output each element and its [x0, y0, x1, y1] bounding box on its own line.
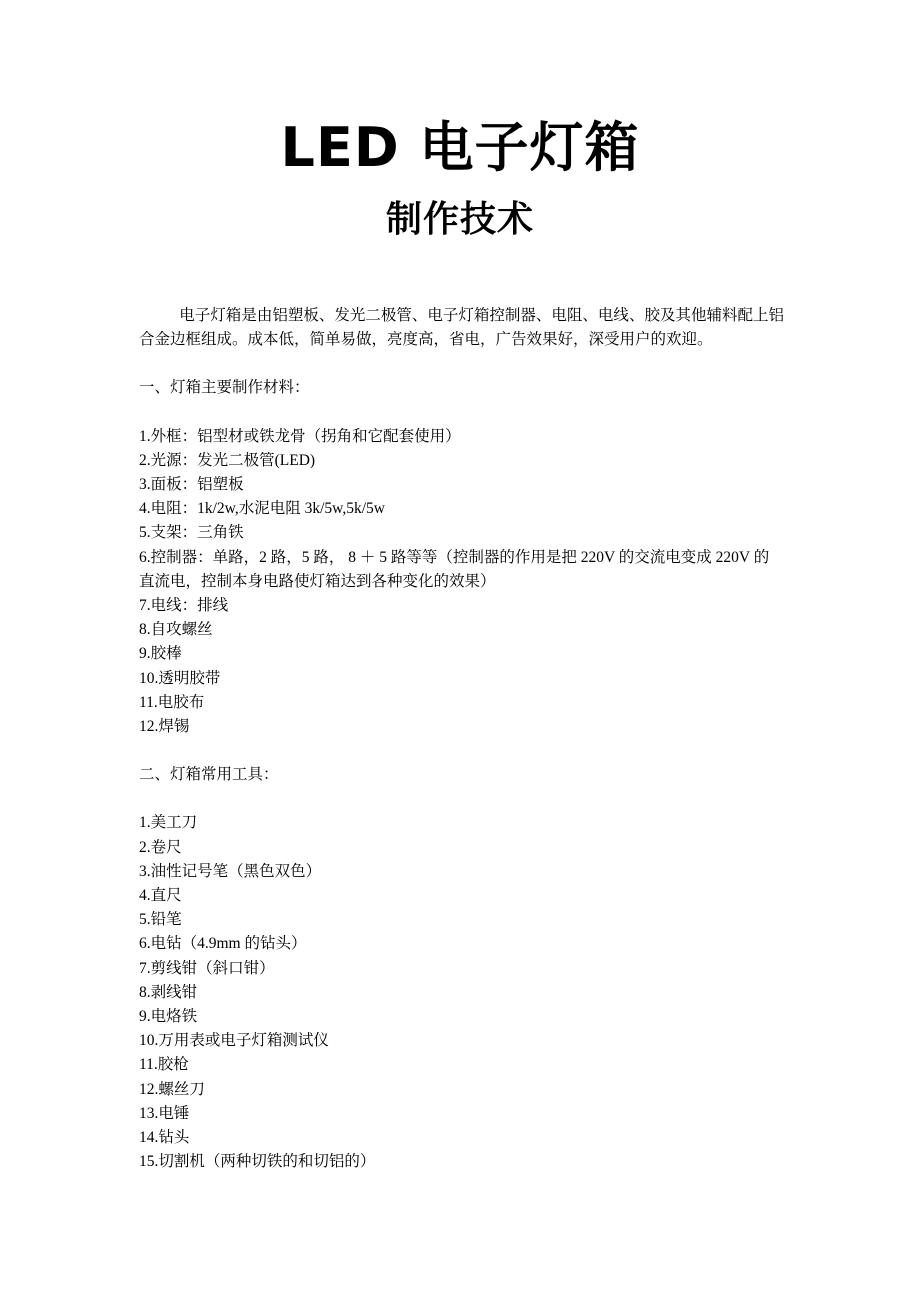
list-item: 5.铅笔	[139, 911, 182, 929]
materials-list	[139, 425, 784, 740]
list-item: 7.剪线钳（斜口钳）	[139, 959, 275, 977]
list-item: 4.电阻：1k/2w,水泥电阻 3k/5w,5k/5w	[139, 500, 385, 518]
tools-list	[139, 811, 784, 1174]
list-item: 12.螺丝刀	[139, 1080, 205, 1098]
list-item: 1.外框：铝型材或铁龙骨（拐角和它配套使用）	[139, 427, 461, 445]
list-item: 3.油性记号笔（黑色双色）	[139, 862, 322, 880]
list-item: 13.电锤	[139, 1104, 190, 1122]
list-item: 9.电烙铁	[139, 1008, 198, 1026]
list-item: 10.万用表或电子灯箱测试仪	[139, 1032, 329, 1050]
list-item: 2.光源：发光二极管(LED)	[139, 451, 316, 469]
document-subtitle: 制作技术	[385, 199, 534, 240]
list-item: 10.透明胶带	[139, 669, 221, 687]
list-item: 6.电钻（4.9mm 的钻头）	[139, 935, 307, 953]
list-item: 8.剥线钳	[139, 983, 198, 1001]
list-item: 3.面板：铝塑板	[139, 476, 244, 494]
list-item: 15.切割机（两种切铁的和切铝的）	[139, 1153, 376, 1171]
section-heading-tools: 二、灯箱常用工具：	[139, 766, 279, 784]
list-item: 14.钻头	[139, 1129, 190, 1147]
list-item: 7.电线：排线	[139, 597, 229, 615]
list-item: 12.焊锡	[139, 718, 190, 736]
list-item: 1.美工刀	[139, 814, 198, 832]
list-item: 4.直尺	[139, 887, 182, 905]
section-heading-materials: 一、灯箱主要制作材料：	[139, 379, 310, 397]
list-item: 9.胶棒	[139, 645, 182, 663]
list-item: 11.电胶布	[139, 693, 205, 711]
list-item: 8.自攻螺丝	[139, 621, 213, 639]
list-item: 6.控制器：单路，2 路，5 路， 8 ＋ 5 路等等（控制器的作用是把 220V 的交流电变成 220V 的直流电，控制本身电路使灯箱达到各种变化的效果）	[139, 548, 770, 590]
intro-paragraph: 电子灯箱是由铝塑板、发光二极管、电子灯箱控制器、电阻、电线、胶及其他辅料配上铝合金边框组成。成本低，简单易做，亮度高，省电，广告效果好，深受用户的欢迎。	[139, 307, 784, 349]
list-item: 11.胶枪	[139, 1056, 189, 1074]
list-item: 2.卷尺	[139, 838, 182, 856]
document-title: LED 电子灯箱	[280, 116, 640, 179]
document-body	[139, 304, 784, 1175]
list-item: 5.支架：三角铁	[139, 524, 244, 542]
